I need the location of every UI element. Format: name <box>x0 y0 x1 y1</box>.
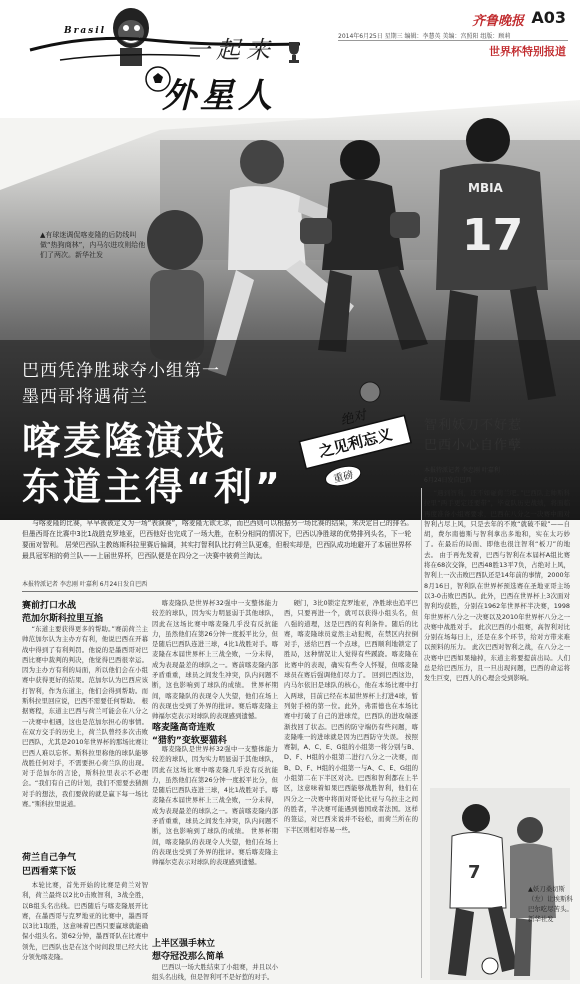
kicker-line-1: 巴西凭净胜球夺小组第一 <box>22 361 220 381</box>
lead-paragraph: 与喀麦隆的比赛，早早被被定义为一场“表演赛”，喀麦隆无欲无求，而巴西则可以根据另一场比赛的结果，来决定自己的排名。但墨西哥在比赛中3比1战胜克罗地亚，巴西他好也完成了一场大胜，在积分相同的情况下，巴西以净胜球的优势排列头名，下一轮要面对智利。 居荣巴西队主教练斯科拉里赛后偏调，其实打智利队比打荷兰队更难，但根实却是，巴西队成功地避开了本届世界杯最具冠军相的荷兰队——上届世界杯，巴西队便是在四分之一决赛中被荷兰淘汰。 <box>22 519 414 560</box>
stamp-bottom-text: 重磅 <box>332 469 355 486</box>
column-title: 外星人 <box>162 76 276 116</box>
side-story-body: “遇到智利，还不如碰荷兰吧。”巴西队主帅斯科拉里“两手更定还要带”，毕竟队历史战绩，将面临再度准备小组赛要求，巴西在八分之一决赛中面对智利占尽上风，只是去年的不败“就破不破”——自胡，费尔南德斯与智利拿出多地和，实在太巧妙了。在最后的局面、即他也很注智利“板刀”的地去。 由于再先发着，巴西与智利在本届杯A组比赛将在68次交锋，巴西48胜13平7负，占绝对上风，智利上一次击败巴西队还是14年前的事情，2000年8月16日，智利队在世界杯预选赛在圣地亚哥主场以3-0击败巴西队。此外，巴西在世界杯上3次面对智利均获胜，分别在1962年世界杯半决赛，1998年世界杯八分之一决赛以及2010年世界杯八分之一决赛中战胜对手。 此次巴西的小组赛，高智利对比分别在场每日上，还是在多个环节，给对方带来难以预料的压力。 此次巴西对智利之战，在八分之一决赛中巴西如果输掉，东道主将要提前出局。人们总是给巴西压力，且一旦出现问题，巴西的命运将发生巨变，巴西人的心理会受到影响。 <box>424 489 570 683</box>
masthead-rule <box>338 40 568 41</box>
side-byline-reporters: 本报特派记者 李忠刚 叶嘉利 <box>424 467 500 474</box>
jersey-name: MBIA <box>468 181 503 195</box>
page-number: A03 <box>531 8 566 27</box>
section-3-heading-1: 喀麦隆高奇连败 <box>152 723 216 733</box>
section-4-heading-1: 上半区强手林立 <box>152 939 216 949</box>
photo-caption <box>40 230 150 260</box>
stamp-graphic <box>296 407 416 486</box>
jersey-number: 17 <box>462 210 524 261</box>
special-report-label: 世界杯特别报道 <box>489 45 566 58</box>
side-byline-date: 6月24日发自巴西 <box>424 477 472 484</box>
newspaper-name: 齐鲁晚报 <box>471 14 524 29</box>
side-story-headline-1: 智利妖刀不好惹 <box>424 418 523 433</box>
masthead-brand-latin: Brasil <box>64 26 107 36</box>
side-story-byline <box>424 466 500 486</box>
inset-caption: ▲妖刀桑切斯（左）让埃斯科巴尔吃尽苦头。新华社发 <box>528 885 573 923</box>
lead-rule <box>22 591 418 592</box>
dateline: 2014年6月25日 星期三 编辑：李慧英 美编：宫照阳 组版：顾莉 <box>338 33 511 40</box>
section-2-heading-2: 巴西看菜下饭 <box>22 867 77 877</box>
headline-line-1: 喀麦隆演戏 <box>22 419 228 463</box>
headline-line-2: 东道主得“利” <box>22 465 283 509</box>
lead-byline: 本报特派记者 李忠刚 叶嘉利 6月24日发自巴西 <box>22 581 148 588</box>
section-3-heading-2: “猎豹”变软要猫科 <box>152 736 227 746</box>
kicker-line-2: 墨西哥将遇荷兰 <box>22 387 148 407</box>
section-1-body: “东道主要获得更多的帮助。”赛前荷兰主帅范加尔认为主办方有利，他说巴西在开幕战中得到了有利判罚。他说的是墨西哥对巴西比赛中裁判的判决，他觉得巴西很幸运。因为主办方有利的局面，所以他们会在小组赛中获得更好的结果。范加尔认为巴西应该打智利，作为东道主，他们会得到帮助。而斯科拉里回应说，巴西不需要任何帮助。 根据赛程，东道主巴西与荷兰可能会在八分之一决赛中相遇，这也是范加尔担心的事情。在双方交手的历史上，荷兰队曾经多次击败巴西队，尤其是2010年世界杯的那场比赛让巴西人难以忘怀。斯科拉里称他的球队能够战胜任何对手，不需要担心荷兰队的出现。 对于范加尔的言论，斯科拉里表示不必理会。“我们有自己的计划，我们不需要去猜测对手的想法，我们要做的就是赢下每一场比赛。”斯科拉里说道。 <box>22 625 148 809</box>
section-4-body: 巴西以一场大胜结束了小组赛，并且以小组头名出线，但是智利可不是好惹的对手。 <box>152 963 278 982</box>
masthead-slogan: 一起来 <box>186 36 276 64</box>
stamp-top-text: 绝对 <box>339 407 368 429</box>
section-1-heading-1: 赛前打口水战 <box>22 601 77 611</box>
section-4-heading-2: 想夺冠没那么简单 <box>152 952 225 962</box>
section-2-body: 本轮比赛，首先开始的比赛是荷兰对智利，荷兰最终以2比0击败智利，3战全胜，以B组头名出线。巴西随后与喀麦隆展开比赛，在墨西哥与克罗地亚的比赛中，墨西哥以3比1取胜，这意味着巴西只要赢球就能确保小组头名。第62分钟，墨西哥队在比赛中领先，巴西队也是在这个时间段里已经大比分领先喀麦隆。 <box>22 881 148 962</box>
stamp-middle-text: 之见利忘义 <box>316 425 395 461</box>
col-b-body: 喀麦隆队是世界杯32强中一支整体能力较差的球队，因为实力明显弱于其他球队，因此在这场比赛中喀麦隆几乎没有反抗能力，虽然他们在第26分钟一度扳平比分，但是随后巴西队连进三球，4比1战胜对手。喀麦隆在本届世界杯上三战全败，一分未得，成为表现最差的球队之一。赛前喀麦隆内部矛盾重重，球员之间发生冲突，队内问题不断，这也影响到了球队的成绩。 世界杯期间，喀麦隆队的表现令人失望，他们在场上的表现也受到了外界的批评。赛后喀麦隆主帅福尔克表示对球队的表现感到遗憾。 <box>152 599 278 721</box>
col-c-body: 硬门，3比0锁定克罗地亚，净胜球也追平巴西，只要再进一个，就可以获得小组头名，但八强的道理，这是巴西的有利条件。随后的比赛，喀麦隆球员竟然主动犯规，在禁区内拉倒对手，送给巴西一个点球，巴西顺利地锁定了胜局，这种情况让人觉得有些蹊跷。喀麦隆在比赛中的表现，确实有些令人怀疑，但喀麦隆球员在赛后强调他们尽力了。 回到巴西这边，内马尔依旧是球队的核心，他在本场比赛中打入两球，目前已经在本届世界杯上打进4球，暂列射手榜的第一位。此外，弗雷德也在本场比赛中打破了自己的进球荒，巴西队的进攻端逐渐找回了状态。巴西的防守端仍有些问题，喀麦隆唯一的进球就是因为巴西防守失误。 按照赛制，A、C、E、G组的小组第一将分别与B、D、F、H组的小组第二进行八分之一决赛，而B、D、F、H组的小组第一与A、C、E、G组的小组第二在下半区对决。巴西和智利都在上半区，这意味着如果巴西能够战胜智利，他们在四分之一决赛中将面对哥伦比亚与乌拉圭之间的胜者，半决赛可能遇到德国或者法国。这样的签运，对巴西来说并不轻松，而荷兰所在的下半区则相对容易一些。 <box>284 599 418 834</box>
section-2-heading-1: 荷兰自己争气 <box>22 853 77 863</box>
side-story-headline-2: 巴西小心自作孽 <box>424 438 523 453</box>
column-divider <box>421 488 422 978</box>
svg-text:7: 7 <box>468 862 481 883</box>
section-1-heading-2: 范加尔斯科拉里互掐 <box>22 614 104 624</box>
section-3-body: 喀麦隆队是世界杯32强中一支整体能力较差的球队，因为实力明显弱于其他球队，因此在这场比赛中喀麦隆几乎没有反抗能力，虽然他们在第26分钟一度扳平比分，但是随后巴西队连进三球，4比1战胜对手。喀麦隆在本届世界杯上三战全败，一分未得，成为表现最差的球队之一。赛前喀麦隆内部矛盾重重，球员之间发生冲突，队内问题不断，这也影响到了球队的成绩。 世界杯期间，喀麦隆队的表现令人失望，他们在场上的表现也受到了外界的批评。赛后喀麦隆主帅福尔克表示对球队的表现感到遗憾。 <box>152 745 278 867</box>
trophy-icon <box>286 40 302 64</box>
photo-caption-text: ▲有球迷调侃喀麦隆的后防线叫做“热狗商林”，内马尔进攻则给他们了两次。新华社发 <box>40 231 146 259</box>
